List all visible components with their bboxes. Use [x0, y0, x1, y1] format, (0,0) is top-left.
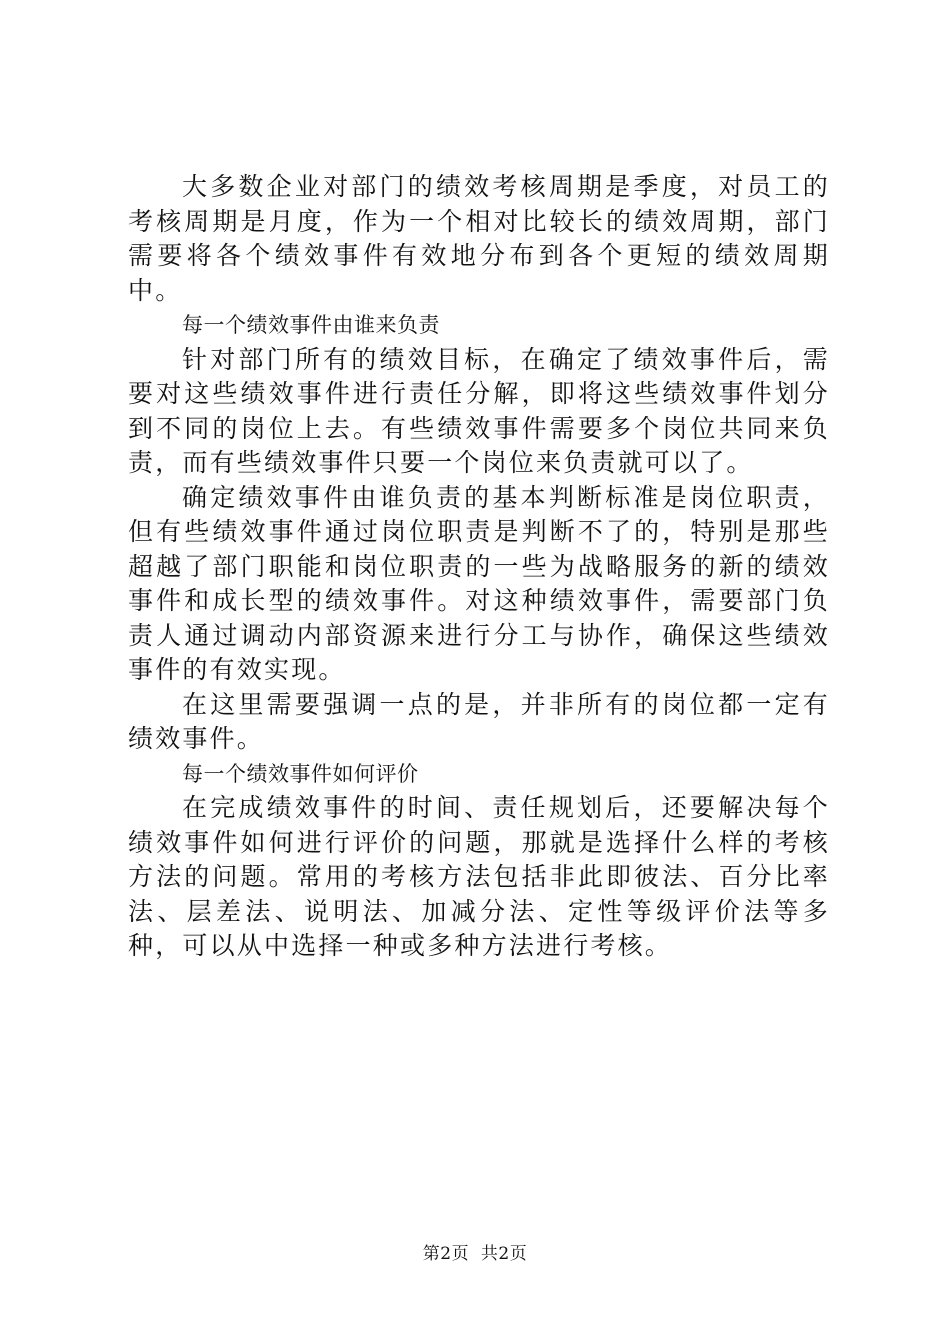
section-heading: 每一个绩效事件如何评价 [182, 761, 419, 786]
paragraph: 确定绩效事件由谁负责的基本判断标准是岗位职责，但有些绩效事件通过岗位职责是判断不了的，特别是那些超越了部门职能和岗位职责的一些为战略服务的新的绩效事件和成长型的绩效事件。对这种绩效事件，需要部门负责人通过调动内部资源来进行分工与协作，确保这些绩效事件的有效实现。 [128, 482, 830, 684]
page-total: 共2页 [480, 1244, 528, 1264]
page-number: 第2页 [422, 1244, 470, 1264]
paragraph: 在完成绩效事件的时间、责任规划后，还要解决每个绩效事件如何进行评价的问题，那就是选择什么样的考核方法的问题。常用的考核方法包括非此即彼法、百分比率法、层差法、说明法、加减分法、定性等级评价法等多种，可以从中选择一种或多种方法进行考核。 [128, 793, 830, 960]
paragraph: 大多数企业对部门的绩效考核周期是季度，对员工的考核周期是月度，作为一个相对比较长的绩效周期，部门需要将各个绩效事件有效地分布到各个更短的绩效周期中。 [128, 172, 830, 305]
page-footer [0, 1243, 950, 1265]
document-body [128, 170, 830, 964]
section-heading: 每一个绩效事件由谁来负责 [182, 313, 440, 337]
paragraph: 针对部门所有的绩效目标，在确定了绩效事件后，需要对这些绩效事件进行责任分解，即将这些绩效事件划分到不同的岗位上去。有些绩效事件需要多个岗位共同来负责，而有些绩效事件只要一个岗位来负责就可以了。 [128, 344, 830, 477]
paragraph: 在这里需要强调一点的是，并非所有的岗位都一定有绩效事件。 [128, 689, 830, 753]
